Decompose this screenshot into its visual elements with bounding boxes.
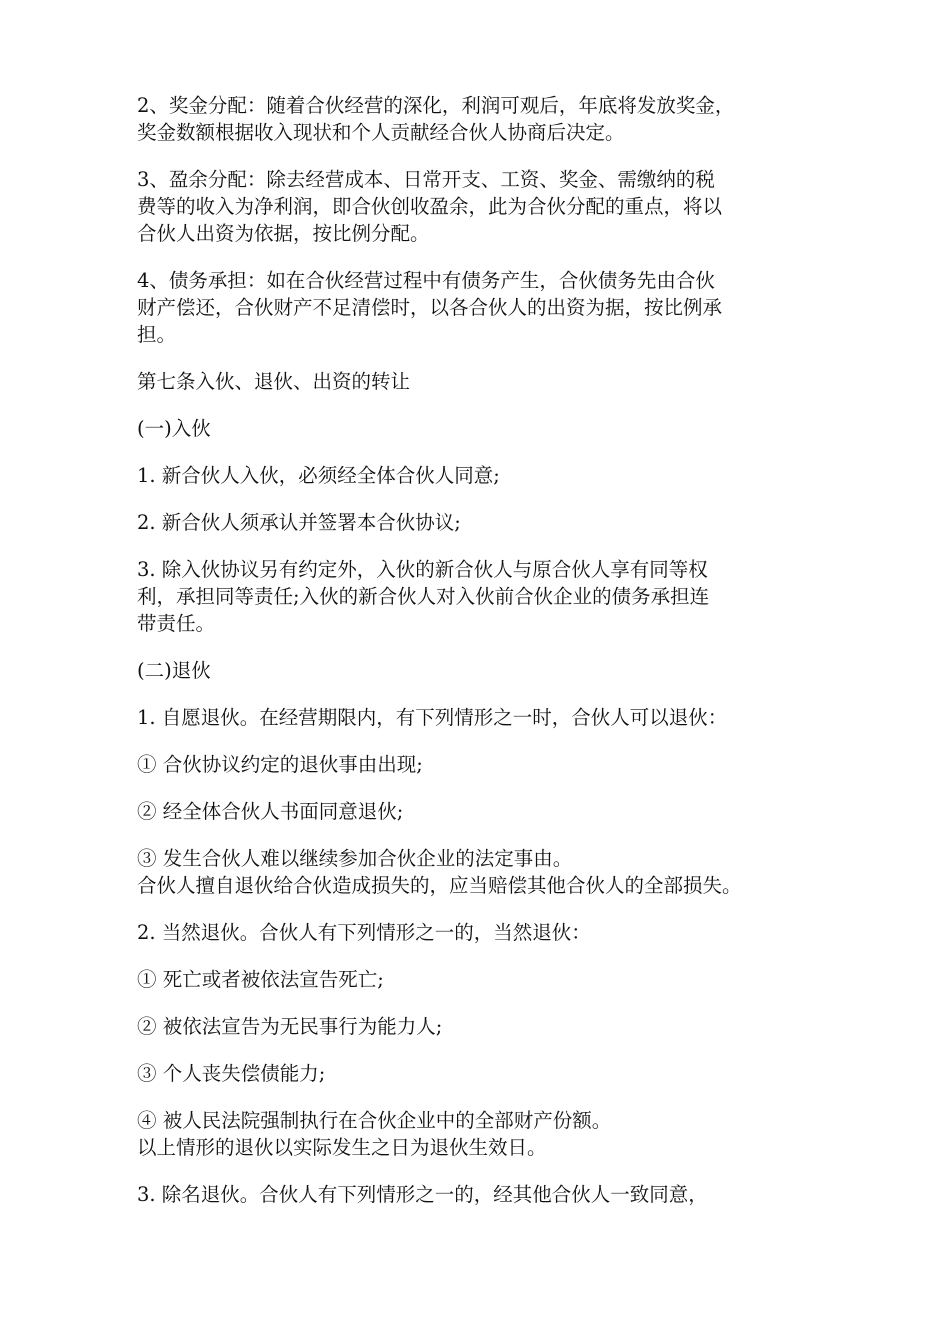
automatic-withdrawal-case-4: ④ 被人民法院强制执行在合伙企业中的全部财产份额。 以上情形的退伙以实际发生之日为退伙生效日。	[137, 1109, 612, 1159]
paragraph-debt-bearing: 4、债务承担：如在合伙经营过程中有债务产生，合伙债务先由合伙 财产偿还，合伙财产不足清偿时，以各合伙人的出资为据，按比例承 担。	[137, 269, 723, 346]
joining-item-3: 3. 除入伙协议另有约定外，入伙的新合伙人与原合伙人享有同等权 利，承担同等责任;入伙的新合伙人对入伙前合伙企业的债务承担连 带责任。	[137, 558, 710, 635]
automatic-withdrawal: 2. 当然退伙。合伙人有下列情形之一的，当然退伙：	[137, 921, 591, 944]
automatic-withdrawal-case-3: ③ 个人丧失偿债能力;	[137, 1062, 326, 1085]
voluntary-withdrawal-case-3: ③ 发生合伙人难以继续参加合伙企业的法定事由。 合伙人擅自退伙给合伙造成损失的，应当赔偿其他合伙人的全部损失。	[137, 847, 742, 897]
section-joining-heading: (一)入伙	[137, 417, 211, 440]
article-seven-heading: 第七条入伙、退伙、出资的转让	[137, 370, 411, 393]
voluntary-withdrawal: 1. 自愿退伙。在经营期限内，有下列情形之一时，合伙人可以退伙：	[137, 706, 728, 729]
joining-item-1: 1. 新合伙人入伙，必须经全体合伙人同意;	[137, 464, 500, 487]
joining-item-2: 2. 新合伙人须承认并签署本合伙协议;	[137, 511, 461, 534]
section-withdrawal-heading: (二)退伙	[137, 659, 211, 682]
document-page	[137, 92, 827, 1208]
automatic-withdrawal-case-1: ① 死亡或者被依法宣告死亡;	[137, 968, 384, 991]
expulsion-withdrawal: 3. 除名退伙。合伙人有下列情形之一的，经其他合伙人一致同意，	[137, 1183, 708, 1206]
voluntary-withdrawal-case-2: ② 经全体合伙人书面同意退伙;	[137, 800, 404, 823]
paragraph-surplus-distribution: 3、盈余分配：除去经营成本、日常开支、工资、奖金、需缴纳的税 费等的收入为净利润，即合伙创收盈余，此为合伙分配的重点，将以 合伙人出资为依据，按比例分配。	[137, 168, 723, 245]
paragraph-bonus-distribution: 2、奖金分配：随着合伙经营的深化，利润可观后，年底将发放奖金， 奖金数额根据收入现状和个人贡献经合伙人协商后决定。	[137, 94, 735, 144]
automatic-withdrawal-case-2: ② 被依法宣告为无民事行为能力人;	[137, 1015, 443, 1038]
voluntary-withdrawal-case-1: ① 合伙协议约定的退伙事由出现;	[137, 753, 423, 776]
